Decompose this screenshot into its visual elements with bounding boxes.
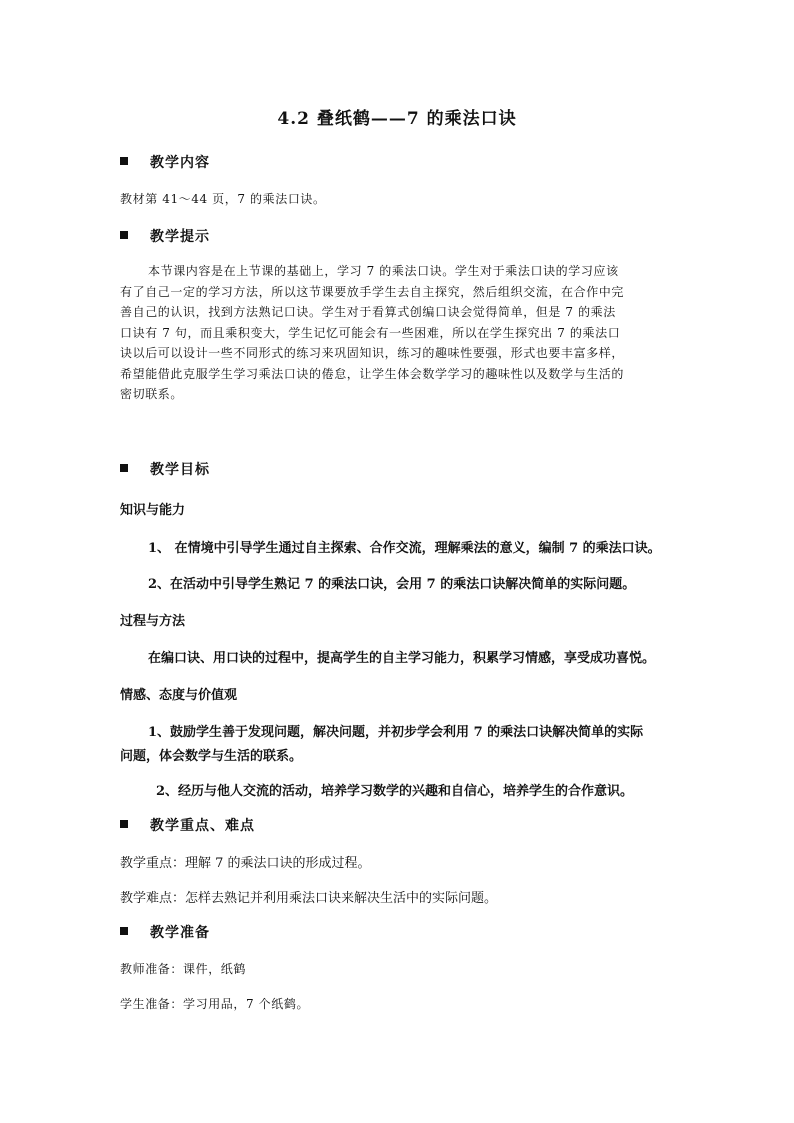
paragraph-line: 密切联系。 bbox=[120, 387, 184, 401]
student-preparation-text: 学生准备：学习用品，7 个纸鹤。 bbox=[120, 997, 310, 1011]
knowledge-item-2: 2、在活动中引导学生熟记 7 的乘法口诀，会用 7 的乘法口诀解决简单的实际问题。 bbox=[148, 577, 636, 592]
knowledge-item-1: 1、 在情境中引导学生通过自主探索、合作交流，理解乘法的意义，编制 7 的乘法口诀。 bbox=[148, 541, 661, 556]
attitude-item-1-line-1: 1、鼓励学生善于发现问题，解决问题，并初步学会利用 7 的乘法口诀解决简单的实际 bbox=[148, 725, 644, 740]
paragraph-line: 有了自己一定的学习方法，所以这节课要放手学生去自主探究，然后组织交流，在合作中完 bbox=[120, 284, 625, 299]
square-bullet-icon bbox=[120, 157, 128, 165]
section-heading-text: 教学目标 bbox=[150, 462, 210, 478]
section-heading-content bbox=[120, 152, 210, 172]
square-bullet-icon bbox=[120, 927, 128, 935]
section-heading-text: 教学准备 bbox=[150, 925, 210, 941]
hint-paragraph bbox=[120, 261, 680, 405]
square-bullet-icon bbox=[120, 231, 128, 239]
difficult-point-text: 教学难点：怎样去熟记并利用乘法口诀来解决生活中的实际问题。 bbox=[120, 891, 498, 906]
attitude-item-1-line-2: 问题，体会数学与生活的联系。 bbox=[120, 749, 303, 764]
attitude-item-2: 2、经历与他人交流的活动，培养学习数学的兴趣和自信心，培养学生的合作意识。 bbox=[156, 784, 634, 799]
paragraph-line: 口诀有 7 句，而且乘积变大，学生记忆可能会有一些困难，所以在学生探究出 7 的乘法口 bbox=[120, 325, 621, 340]
paragraph-line: 诀以后可以设计一些不同形式的练习来巩固知识，练习的趣味性要强，形式也要丰富多样， bbox=[120, 346, 625, 360]
paragraph-line: 善自己的认识，找到方法熟记口诀。学生对于看算式创编口诀会觉得简单，但是 7 的乘法 bbox=[120, 305, 616, 319]
square-bullet-icon bbox=[120, 464, 128, 472]
page-title: 4.2 叠纸鹤——7 的乘法口诀 bbox=[277, 109, 517, 129]
subheading-attitude: 情感、态度与价值观 bbox=[120, 688, 238, 703]
paragraph-line: 希望能借此克服学生学习乘法口诀的倦怠，让学生体会数学学习的趣味性以及数学与生活的 bbox=[120, 366, 625, 381]
subheading-knowledge: 知识与能力 bbox=[120, 503, 186, 518]
content-text: 教材第 41～44 页，7 的乘法口诀。 bbox=[120, 192, 326, 206]
section-heading-hint bbox=[120, 226, 210, 246]
section-heading-key-points bbox=[120, 815, 255, 835]
key-point-text: 教学重点：理解 7 的乘法口诀的形成过程。 bbox=[120, 856, 371, 871]
section-heading-text: 教学提示 bbox=[150, 229, 210, 245]
paragraph-line: 本节课内容是在上节课的基础上，学习 7 的乘法口诀。学生对于乘法口诀的学习应该 bbox=[148, 264, 619, 278]
teacher-preparation-text: 教师准备：课件，纸鹤 bbox=[120, 962, 247, 976]
subheading-process: 过程与方法 bbox=[120, 614, 186, 629]
process-text: 在编口诀、用口诀的过程中，提高学生的自主学习能力，积累学习情感，享受成功喜悦。 bbox=[148, 651, 656, 666]
section-heading-goals bbox=[120, 459, 210, 479]
section-heading-text: 教学重点、难点 bbox=[150, 818, 255, 834]
section-heading-text: 教学内容 bbox=[150, 155, 210, 171]
square-bullet-icon bbox=[120, 820, 128, 828]
section-heading-preparation bbox=[120, 922, 210, 942]
